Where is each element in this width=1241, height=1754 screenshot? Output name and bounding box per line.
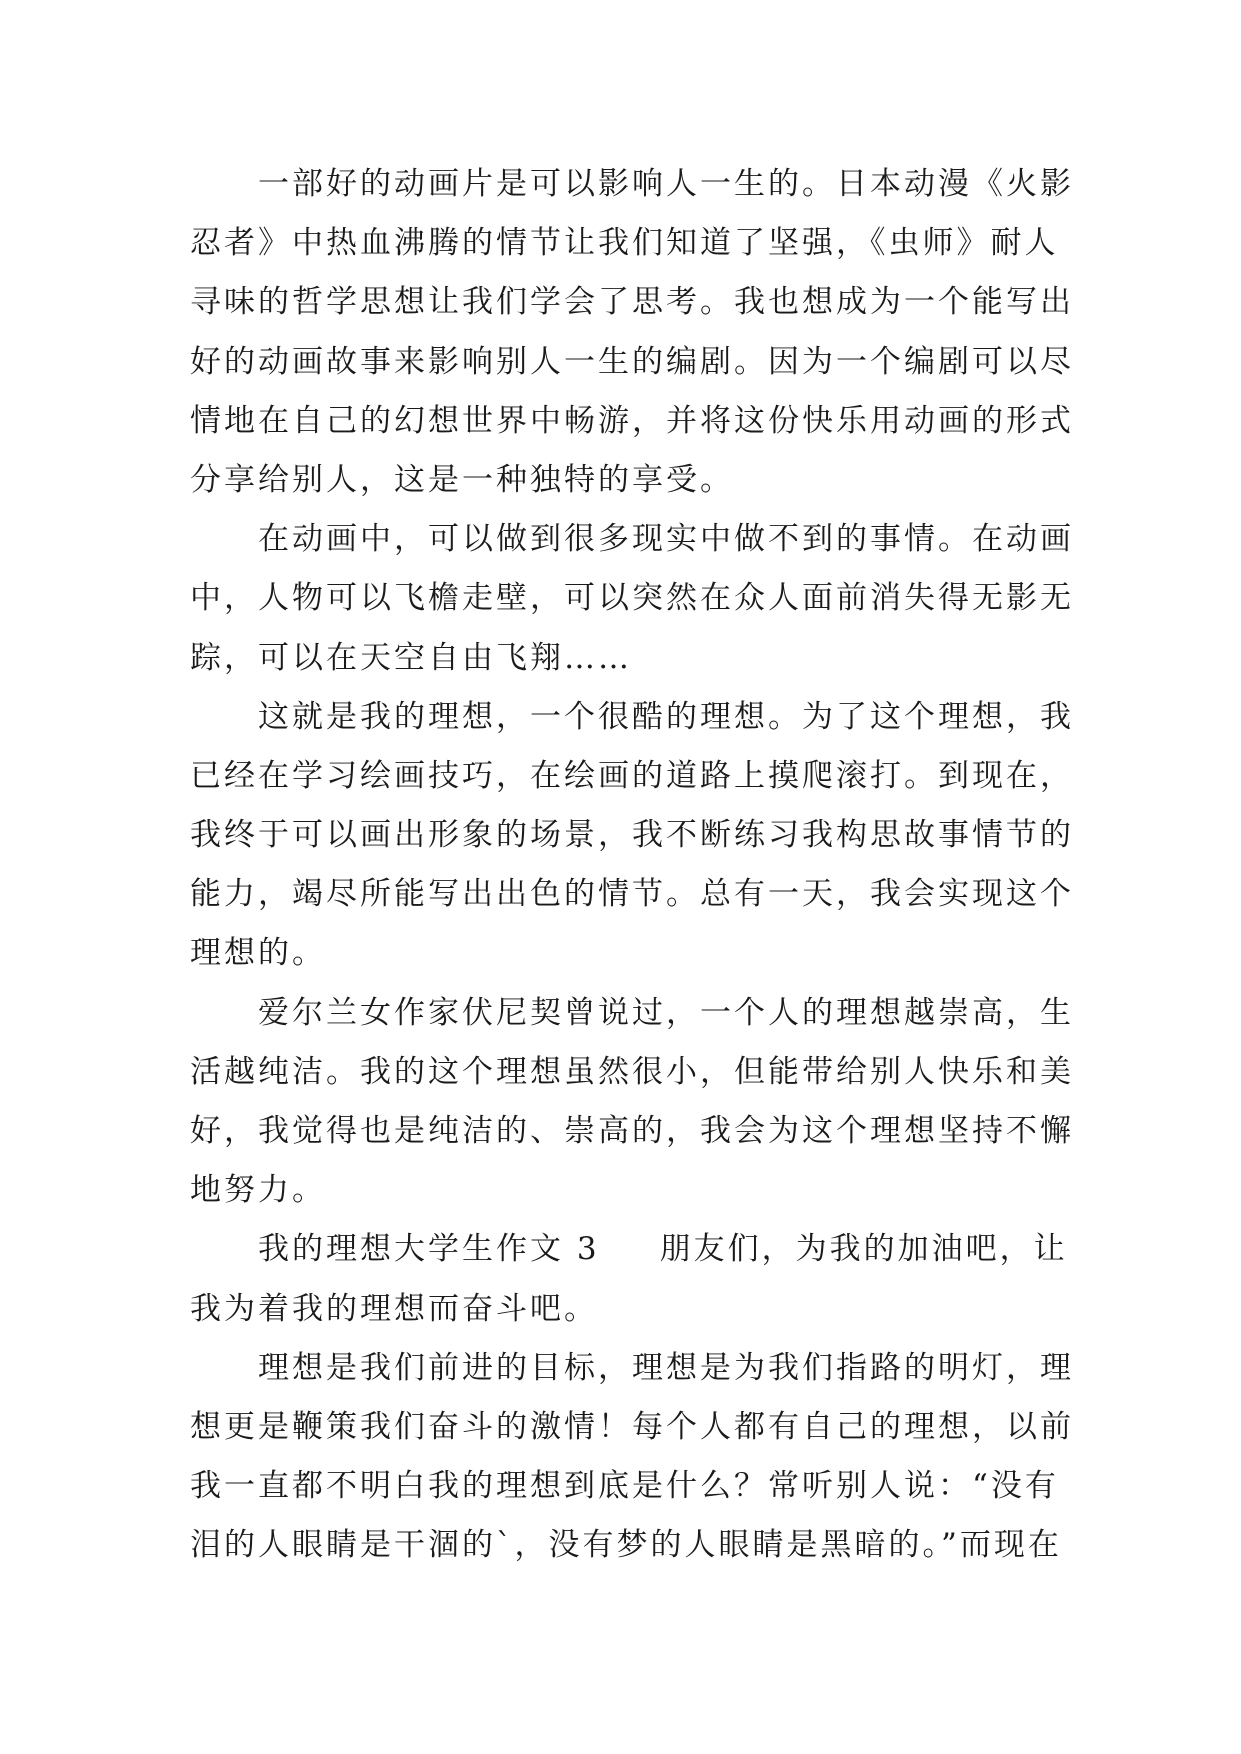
inline-text: 朋友们，为我的加油吧，让	[659, 1231, 1068, 1268]
text-line: 理想的。	[190, 935, 326, 972]
text-line: 在动画中，可以做到很多现实中做不到的事情。在动画	[258, 521, 1074, 558]
text-line: 一部好的动画片是可以影响人一生的。日本动漫《火影	[258, 166, 1074, 202]
text-line: 踪，可以在天空自由飞翔……	[190, 639, 632, 676]
text-line: 活越纯洁。我的这个理想虽然很小，但能带给别人快乐和美	[190, 1053, 1074, 1090]
text-line: 寻味的哲学思想让我们学会了思考。我也想成为一个能写出	[190, 284, 1074, 321]
text-line: 分享给别人，这是一种独特的享受。	[190, 461, 734, 498]
text-line: 中，人物可以飞檐走壁，可以突然在众人面前消失得无影无	[190, 580, 1074, 617]
section-heading: 我的理想大学生作文 3	[258, 1231, 600, 1268]
text-line: 已经在学习绘画技巧，在绘画的道路上摸爬滚打。到现在，	[190, 757, 1074, 794]
text-line: 这就是我的理想，一个很酷的理想。为了这个理想，我	[258, 698, 1074, 735]
text-line: 地努力。	[190, 1172, 326, 1209]
text-line: 爱尔兰女作家伏尼契曾说过，一个人的理想越崇高，生	[258, 994, 1074, 1031]
text-line: 好的动画故事来影响别人一生的编剧。因为一个编剧可以尽	[190, 343, 1074, 380]
text-line: 好，我觉得也是纯洁的、崇高的，我会为这个理想坚持不懈	[190, 1113, 1074, 1149]
text-line: 能力，竭尽所能写出出色的情节。总有一天，我会实现这个	[190, 876, 1074, 913]
text-line	[190, 1220, 1068, 1279]
text-line: 我一直都不明白我的理想到底是什么？常听别人说：“没有	[190, 1468, 1059, 1505]
text-line: 忍者》中热血沸腾的情节让我们知道了坚强，《虫师》耐人	[190, 225, 1059, 262]
text-line: 想更是鞭策我们奋斗的激情！每个人都有自己的理想，以前	[190, 1408, 1074, 1445]
text-line: 理想是我们前进的目标，理想是为我们指路的明灯，理	[258, 1349, 1074, 1386]
document-body	[190, 155, 1074, 1576]
text-line: 泪的人眼睛是干涸的`，没有梦的人眼睛是黑暗的。”而现在	[190, 1527, 1062, 1564]
text-line: 我为着我的理想而奋斗吧。	[190, 1290, 598, 1327]
text-line: 情地在自己的幻想世界中畅游，并将这份快乐用动画的形式	[190, 402, 1074, 439]
text-line: 我终于可以画出形象的场景，我不断练习我构思故事情节的	[190, 817, 1074, 854]
